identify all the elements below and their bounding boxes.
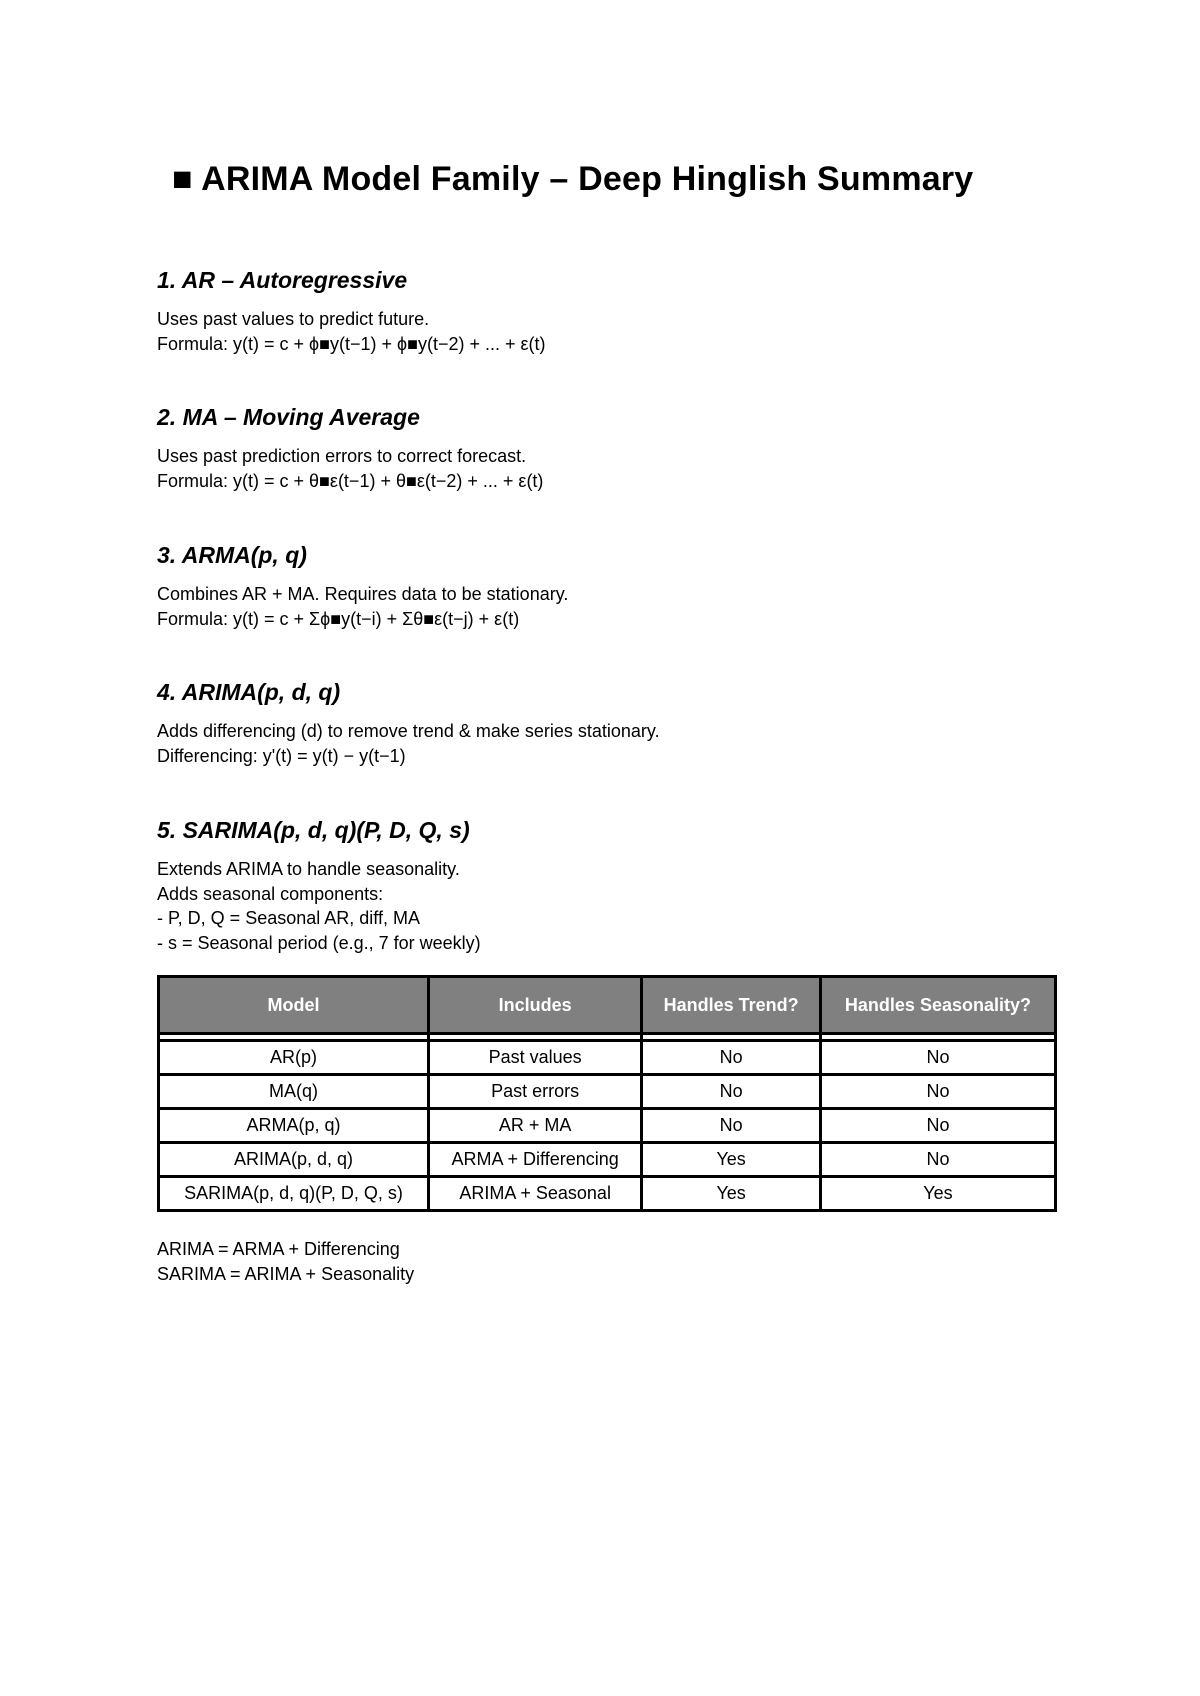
section-formula: Formula: y(t) = c + θ■ε(t−1) + θ■ε(t−2) + ... + ε(t) [157,470,544,491]
table-cell: AR(p) [159,1041,429,1075]
section-formula: Differencing: y'(t) = y(t) − y(t−1) [157,745,406,766]
section-heading: 4. ARIMA(p, d, q) [157,679,341,705]
section-text: Combines AR + MA. Requires data to be stationary. [157,584,569,604]
model-comparison-table [157,975,1057,1212]
table-cell: ARIMA + Seasonal [428,1177,641,1211]
table-header-row [159,977,1056,1034]
table-cell: No [642,1109,821,1143]
section-text: Adds seasonal components: [157,883,384,904]
section-ma [157,402,1057,493]
table-cell: SARIMA(p, d, q)(P, D, Q, s) [159,1177,429,1211]
table-row [159,1041,1056,1075]
table-spacer [159,1034,1056,1041]
summary-notes [157,1237,414,1286]
section-heading: 5. SARIMA(p, d, q)(P, D, Q, s) [157,817,470,843]
table-row [159,1109,1056,1143]
section-ar [157,265,1057,356]
table-cell: Yes [820,1177,1055,1211]
table-row [159,1143,1056,1177]
section-heading: 2. MA – Moving Average [157,404,420,430]
section-text: - s = Seasonal period (e.g., 7 for weekly) [157,932,481,953]
section-text: Uses past prediction errors to correct forecast. [157,446,527,466]
summary-note: ARIMA = ARMA + Differencing [157,1239,400,1259]
document-title: ■ ARIMA Model Family – Deep Hinglish Summary [172,160,974,198]
table-row [159,1075,1056,1109]
table-cell: No [642,1041,821,1075]
table-cell: ARMA(p, q) [159,1109,429,1143]
table-cell: Yes [642,1177,821,1211]
section-formula: Formula: y(t) = c + ϕ■y(t−1) + ϕ■y(t−2) + ... + ε(t) [157,333,546,354]
table-cell: No [820,1075,1055,1109]
column-header-trend: Handles Trend? [642,977,821,1034]
table-row [159,1177,1056,1211]
section-arima [157,677,1057,768]
table-cell: MA(q) [159,1075,429,1109]
section-text: Extends ARIMA to handle seasonality. [157,859,460,879]
section-text: Uses past values to predict future. [157,309,430,329]
section-heading: 1. AR – Autoregressive [157,267,408,293]
section-text: Adds differencing (d) to remove trend & make series stationary. [157,721,660,741]
summary-note: SARIMA = ARIMA + Seasonality [157,1263,415,1284]
table-cell: No [820,1041,1055,1075]
table-cell: Past errors [428,1075,641,1109]
column-header-seasonality: Handles Seasonality? [820,977,1055,1034]
table-cell: No [820,1143,1055,1177]
table-cell: No [820,1109,1055,1143]
section-text: - P, D, Q = Seasonal AR, diff, MA [157,908,420,928]
table-cell: Past values [428,1041,641,1075]
table-cell: Yes [642,1143,821,1177]
table-cell: AR + MA [428,1109,641,1143]
section-arma [157,540,1057,631]
table-cell: ARIMA(p, d, q) [159,1143,429,1177]
column-header-model: Model [159,977,429,1034]
section-sarima [157,815,1057,955]
column-header-includes: Includes [428,977,641,1034]
section-heading: 3. ARMA(p, q) [157,542,307,568]
table-cell: No [642,1075,821,1109]
section-formula: Formula: y(t) = c + Σϕ■y(t−i) + Σθ■ε(t−j) + ε(t) [157,608,520,629]
table-cell: ARMA + Differencing [428,1143,641,1177]
